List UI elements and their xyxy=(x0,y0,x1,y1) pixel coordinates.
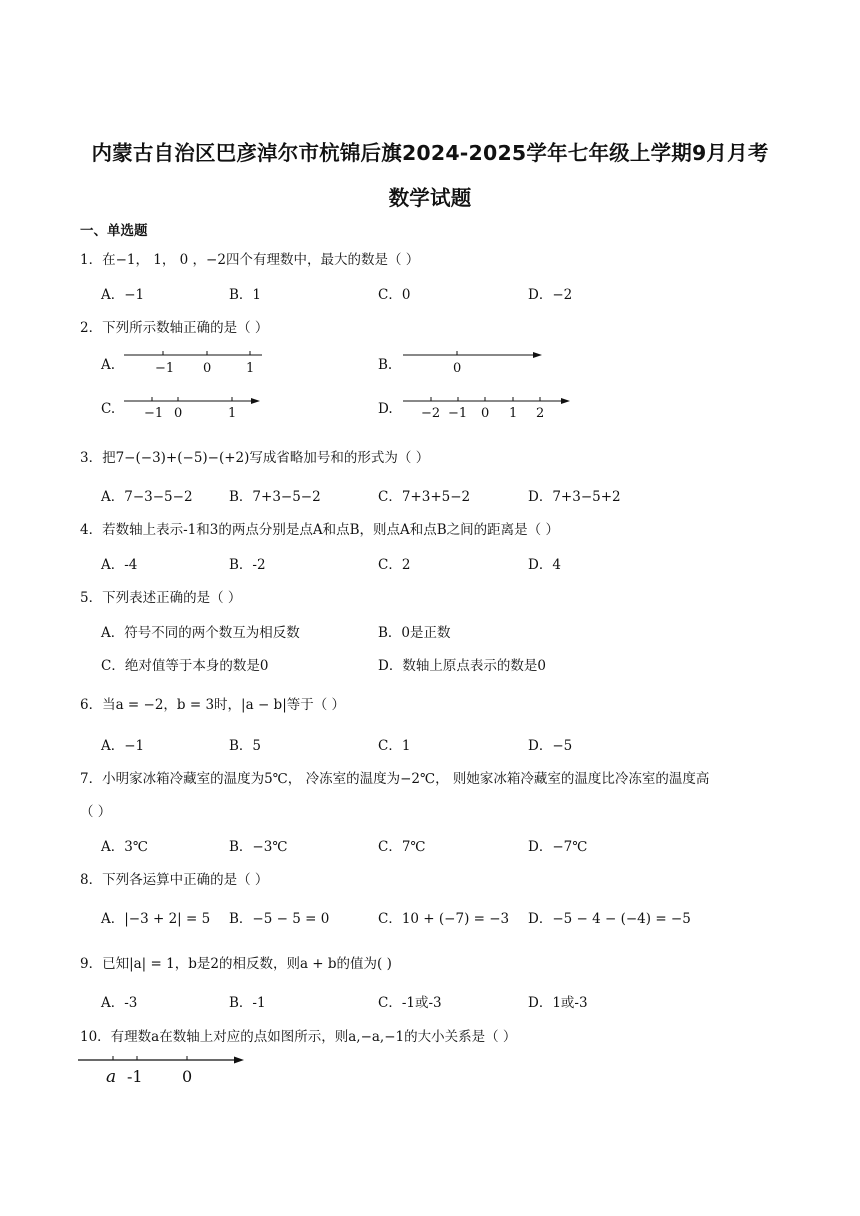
question-4-stem: 4．若数轴上表示-1和3的两点分别是点A和点B，则点A和点B之间的距离是（ ） xyxy=(80,522,559,538)
q4-option-d: D．4 xyxy=(528,557,561,573)
q10-label-zero: 0 xyxy=(182,1067,193,1086)
q6-option-b: B．5 xyxy=(229,738,262,754)
q4-option-c: C．2 xyxy=(378,557,411,573)
question-7-stem: 7．小明家冰箱冷藏室的温度为5℃， 冷冻室的温度为−2℃， 则她家冰箱冷藏室的温度比冷冻室的温度高 xyxy=(80,771,710,787)
q4-option-a: A．-4 xyxy=(101,557,138,573)
axis-b-label: 0 xyxy=(453,361,462,376)
q1-option-b: B．1 xyxy=(229,287,262,303)
axis-c-label: −1 xyxy=(144,406,164,421)
q4-option-b: B．-2 xyxy=(229,557,266,573)
question-7-stem-cont: （ ） xyxy=(80,804,112,820)
q2-option-b: B. xyxy=(378,357,393,373)
q8-option-b: B．−5 − 5 = 0 xyxy=(229,911,330,927)
q7-option-b: B．−3℃ xyxy=(229,839,288,855)
axis-a-label: −1 xyxy=(155,361,175,376)
axis-d-label: 0 xyxy=(481,406,490,421)
section-heading: 一、单选题 xyxy=(80,223,148,239)
q5-option-d: D．数轴上原点表示的数是0 xyxy=(378,658,546,674)
q5-option-b: B．0是正数 xyxy=(378,625,451,641)
q1-option-a: A．−1 xyxy=(101,287,145,303)
question-3-stem: 3．把7−(−3)+(−5)−(+2)写成省略加号和的形式为（ ） xyxy=(80,450,430,466)
page-title: 内蒙古自治区巴彦淖尔市杭锦后旗2024-2025学年七年级上学期9月月考 xyxy=(91,141,769,165)
q8-option-a: A．|−3 + 2| = 5 xyxy=(101,911,211,927)
axis-a-label: 1 xyxy=(246,361,255,376)
question-2-stem: 2．下列所示数轴正确的是（ ） xyxy=(80,320,269,336)
axis-d-label: −1 xyxy=(448,406,468,421)
q9-option-b: B．-1 xyxy=(229,995,266,1011)
axis-c xyxy=(124,397,260,421)
page-subtitle: 数学试题 xyxy=(388,186,472,210)
axis-d xyxy=(403,397,570,421)
q10-number-line xyxy=(0,1048,860,1088)
q6-option-d: D．−5 xyxy=(528,738,573,754)
axis-a xyxy=(124,351,262,376)
question-8-stem: 8．下列各运算中正确的是（ ） xyxy=(80,872,269,888)
axis-d-label: 1 xyxy=(509,406,518,421)
q3-option-b: B．7+3−5−2 xyxy=(229,489,321,505)
q6-option-c: C．1 xyxy=(378,738,411,754)
axis-a-label: 0 xyxy=(203,361,212,376)
q5-option-a: A．符号不同的两个数互为相反数 xyxy=(101,625,300,641)
axis-c-label: 1 xyxy=(228,406,237,421)
q8-option-c: C．10 + (−7) = −3 xyxy=(378,911,510,927)
q9-option-c: C．-1或-3 xyxy=(378,995,442,1011)
q6-option-a: A．−1 xyxy=(101,738,145,754)
q2-option-c: C. xyxy=(101,401,116,417)
q3-option-c: C．7+3+5−2 xyxy=(378,489,471,505)
question-9-stem: 9．已知|a| = 1，b是2的相反数，则a + b的值为( ) xyxy=(80,956,392,972)
axis-d-label: −2 xyxy=(421,406,441,421)
axis-b xyxy=(403,351,542,376)
q9-option-d: D．1或-3 xyxy=(528,995,588,1011)
q10-label-minus-one: -1 xyxy=(127,1067,143,1086)
q7-option-d: D．−7℃ xyxy=(528,839,588,855)
axis-c-label: 0 xyxy=(174,406,183,421)
q3-option-d: D．7+3−5+2 xyxy=(528,489,621,505)
question-1-stem: 1．在−1， 1， 0 ，−2四个有理数中，最大的数是（ ） xyxy=(80,252,420,268)
q1-option-c: C．0 xyxy=(378,287,411,303)
q1-option-d: D．−2 xyxy=(528,287,573,303)
axis-d-label: 2 xyxy=(536,406,545,421)
question-6-stem: 6．当a = −2，b = 3时，|a − b|等于（ ） xyxy=(80,697,346,713)
q2-option-d: D. xyxy=(378,401,393,417)
q7-option-c: C．7℃ xyxy=(378,839,426,855)
q8-option-d: D．−5 − 4 − (−4) = −5 xyxy=(528,911,691,927)
question-5-stem: 5．下列表述正确的是（ ） xyxy=(80,590,242,606)
q2-number-lines xyxy=(0,340,860,425)
q2-option-a: A. xyxy=(101,357,116,373)
q10-label-a: a xyxy=(106,1067,117,1087)
q3-option-a: A．7−3−5−2 xyxy=(101,489,193,505)
q7-option-a: A．3℃ xyxy=(101,839,148,855)
question-10-stem: 10．有理数a在数轴上对应的点如图所示，则a,−a,−1的大小关系是（ ） xyxy=(80,1029,517,1045)
q9-option-a: A．-3 xyxy=(101,995,138,1011)
q5-option-c: C．绝对值等于本身的数是0 xyxy=(101,658,269,674)
